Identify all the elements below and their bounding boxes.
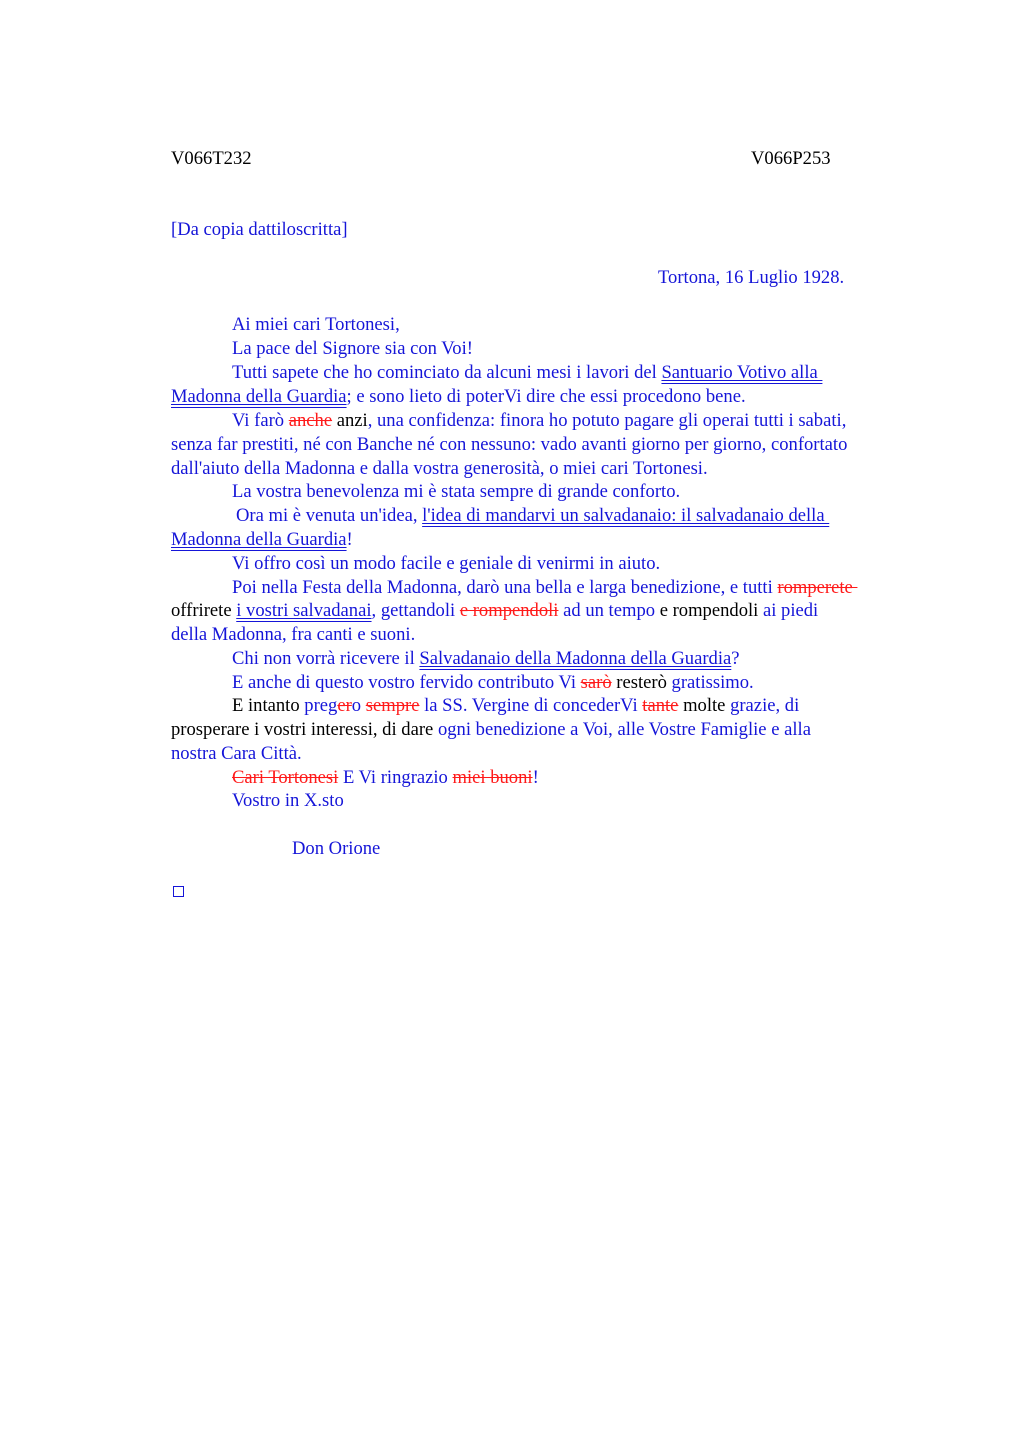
paragraph-4-line-2 xyxy=(171,529,353,551)
paragraph-7 xyxy=(232,648,740,670)
text-run: , gettandoli xyxy=(371,600,460,621)
text-run: Tutti sapete che ho cominciato da alcuni mesi i lavori del xyxy=(232,362,662,383)
text-run: ogni benedizione a Voi, alle Vostre Famiglie e alla xyxy=(433,719,811,740)
right-reference: V066P253 xyxy=(751,148,831,169)
text-run: ai piedi xyxy=(758,600,819,621)
deleted-run: er xyxy=(337,695,352,716)
paragraph-1-line-2 xyxy=(171,386,746,408)
signature: Don Orione xyxy=(292,838,381,859)
deleted-run: romperete xyxy=(777,577,858,598)
deleted-run: tante xyxy=(642,695,679,716)
paragraph-2-line-1 xyxy=(232,410,846,432)
text-run: ! xyxy=(532,767,539,788)
paragraph-2-line-2: senza far prestiti, né con Banche né con nessuno: vado avanti giorno per giorno, confortato xyxy=(171,434,848,455)
text-run: ; e sono lieto di poterVi dire che essi procedono bene. xyxy=(346,386,746,407)
inserted-run: molte xyxy=(678,695,726,716)
deleted-run: anche xyxy=(288,410,333,431)
closing: Vostro in X.sto xyxy=(232,790,344,811)
paragraph-9-line-3: nostra Cara Città. xyxy=(171,743,302,764)
underlined-run: i vostri salvadanai xyxy=(236,600,372,621)
underlined-run: l'idea di mandarvi un salvadanaio: il salvadanaio della xyxy=(422,505,830,526)
text-run: ? xyxy=(731,648,740,669)
end-square-icon xyxy=(173,886,184,897)
inserted-run: resterò xyxy=(611,672,667,693)
inserted-run: anzi xyxy=(332,410,368,431)
underlined-run: Madonna della Guardia xyxy=(171,386,347,407)
paragraph-6-line-3: della Madonna, fra canti e suoni. xyxy=(171,624,416,645)
paragraph-3: La vostra benevolenza mi è stata sempre di grande conforto. xyxy=(232,481,681,502)
paragraph-9-line-1 xyxy=(232,695,799,717)
text-run: E anche di questo vostro fervido contributo Vi xyxy=(232,672,581,693)
text-run: preg xyxy=(299,695,338,716)
text-run: ad un tempo xyxy=(558,600,656,621)
inserted-run: prosperare i vostri interessi, di dare xyxy=(171,719,434,740)
paragraph-4-line-1 xyxy=(236,505,829,527)
text-run: E Vi ringrazio xyxy=(338,767,453,788)
deleted-run: sempre xyxy=(365,695,420,716)
underlined-run: Salvadanaio della Madonna della Guardia xyxy=(419,648,732,669)
underlined-run: Madonna della Guardia xyxy=(171,529,347,550)
paragraph-6-line-2 xyxy=(171,600,818,622)
paragraph-9-line-2 xyxy=(171,719,811,741)
text-run: , una confidenza: finora ho potuto pagare gli operai tutti i sabati, xyxy=(367,410,847,431)
deleted-run: e rompendoli xyxy=(459,600,559,621)
text-run: la SS. Vergine di concederVi xyxy=(419,695,643,716)
paragraph-10 xyxy=(232,767,539,789)
text-run: grazie, di xyxy=(725,695,800,716)
inserted-run: E intanto xyxy=(232,695,300,716)
text-run: Chi non vorrà ricevere il xyxy=(232,648,420,669)
text-run: gratissimo. xyxy=(666,672,754,693)
paragraph-2-line-3: dall'aiuto della Madonna e dalla vostra generosità, o miei cari Tortonesi. xyxy=(171,458,708,479)
inserted-run: offrirete xyxy=(171,600,232,621)
deleted-run: miei buoni xyxy=(452,767,533,788)
deleted-run: sarò xyxy=(580,672,612,693)
salutation: Ai miei cari Tortonesi, xyxy=(232,314,400,335)
text-run: ! xyxy=(346,529,353,550)
paragraph-8 xyxy=(232,672,754,694)
inserted-run: e rompendoli xyxy=(655,600,759,621)
deleted-run: Cari Tortonesi xyxy=(232,767,339,788)
text-run: Poi nella Festa della Madonna, darò una bella e larga benedizione, e tutti xyxy=(232,577,778,598)
text-run: o xyxy=(351,695,366,716)
dateline: Tortona, 16 Luglio 1928. xyxy=(658,267,845,288)
paragraph-1-line-1 xyxy=(232,362,822,384)
source-note: [Da copia dattiloscritta] xyxy=(171,219,348,240)
text-run: Vi farò xyxy=(232,410,289,431)
underlined-run: Santuario Votivo alla xyxy=(661,362,823,383)
greeting: La pace del Signore sia con Voi! xyxy=(232,338,473,359)
left-reference: V066T232 xyxy=(171,148,252,169)
paragraph-6-line-1 xyxy=(232,577,857,599)
paragraph-5: Vi offro così un modo facile e geniale di venirmi in aiuto. xyxy=(232,553,661,574)
text-run: Ora mi è venuta un'idea, xyxy=(236,505,423,526)
